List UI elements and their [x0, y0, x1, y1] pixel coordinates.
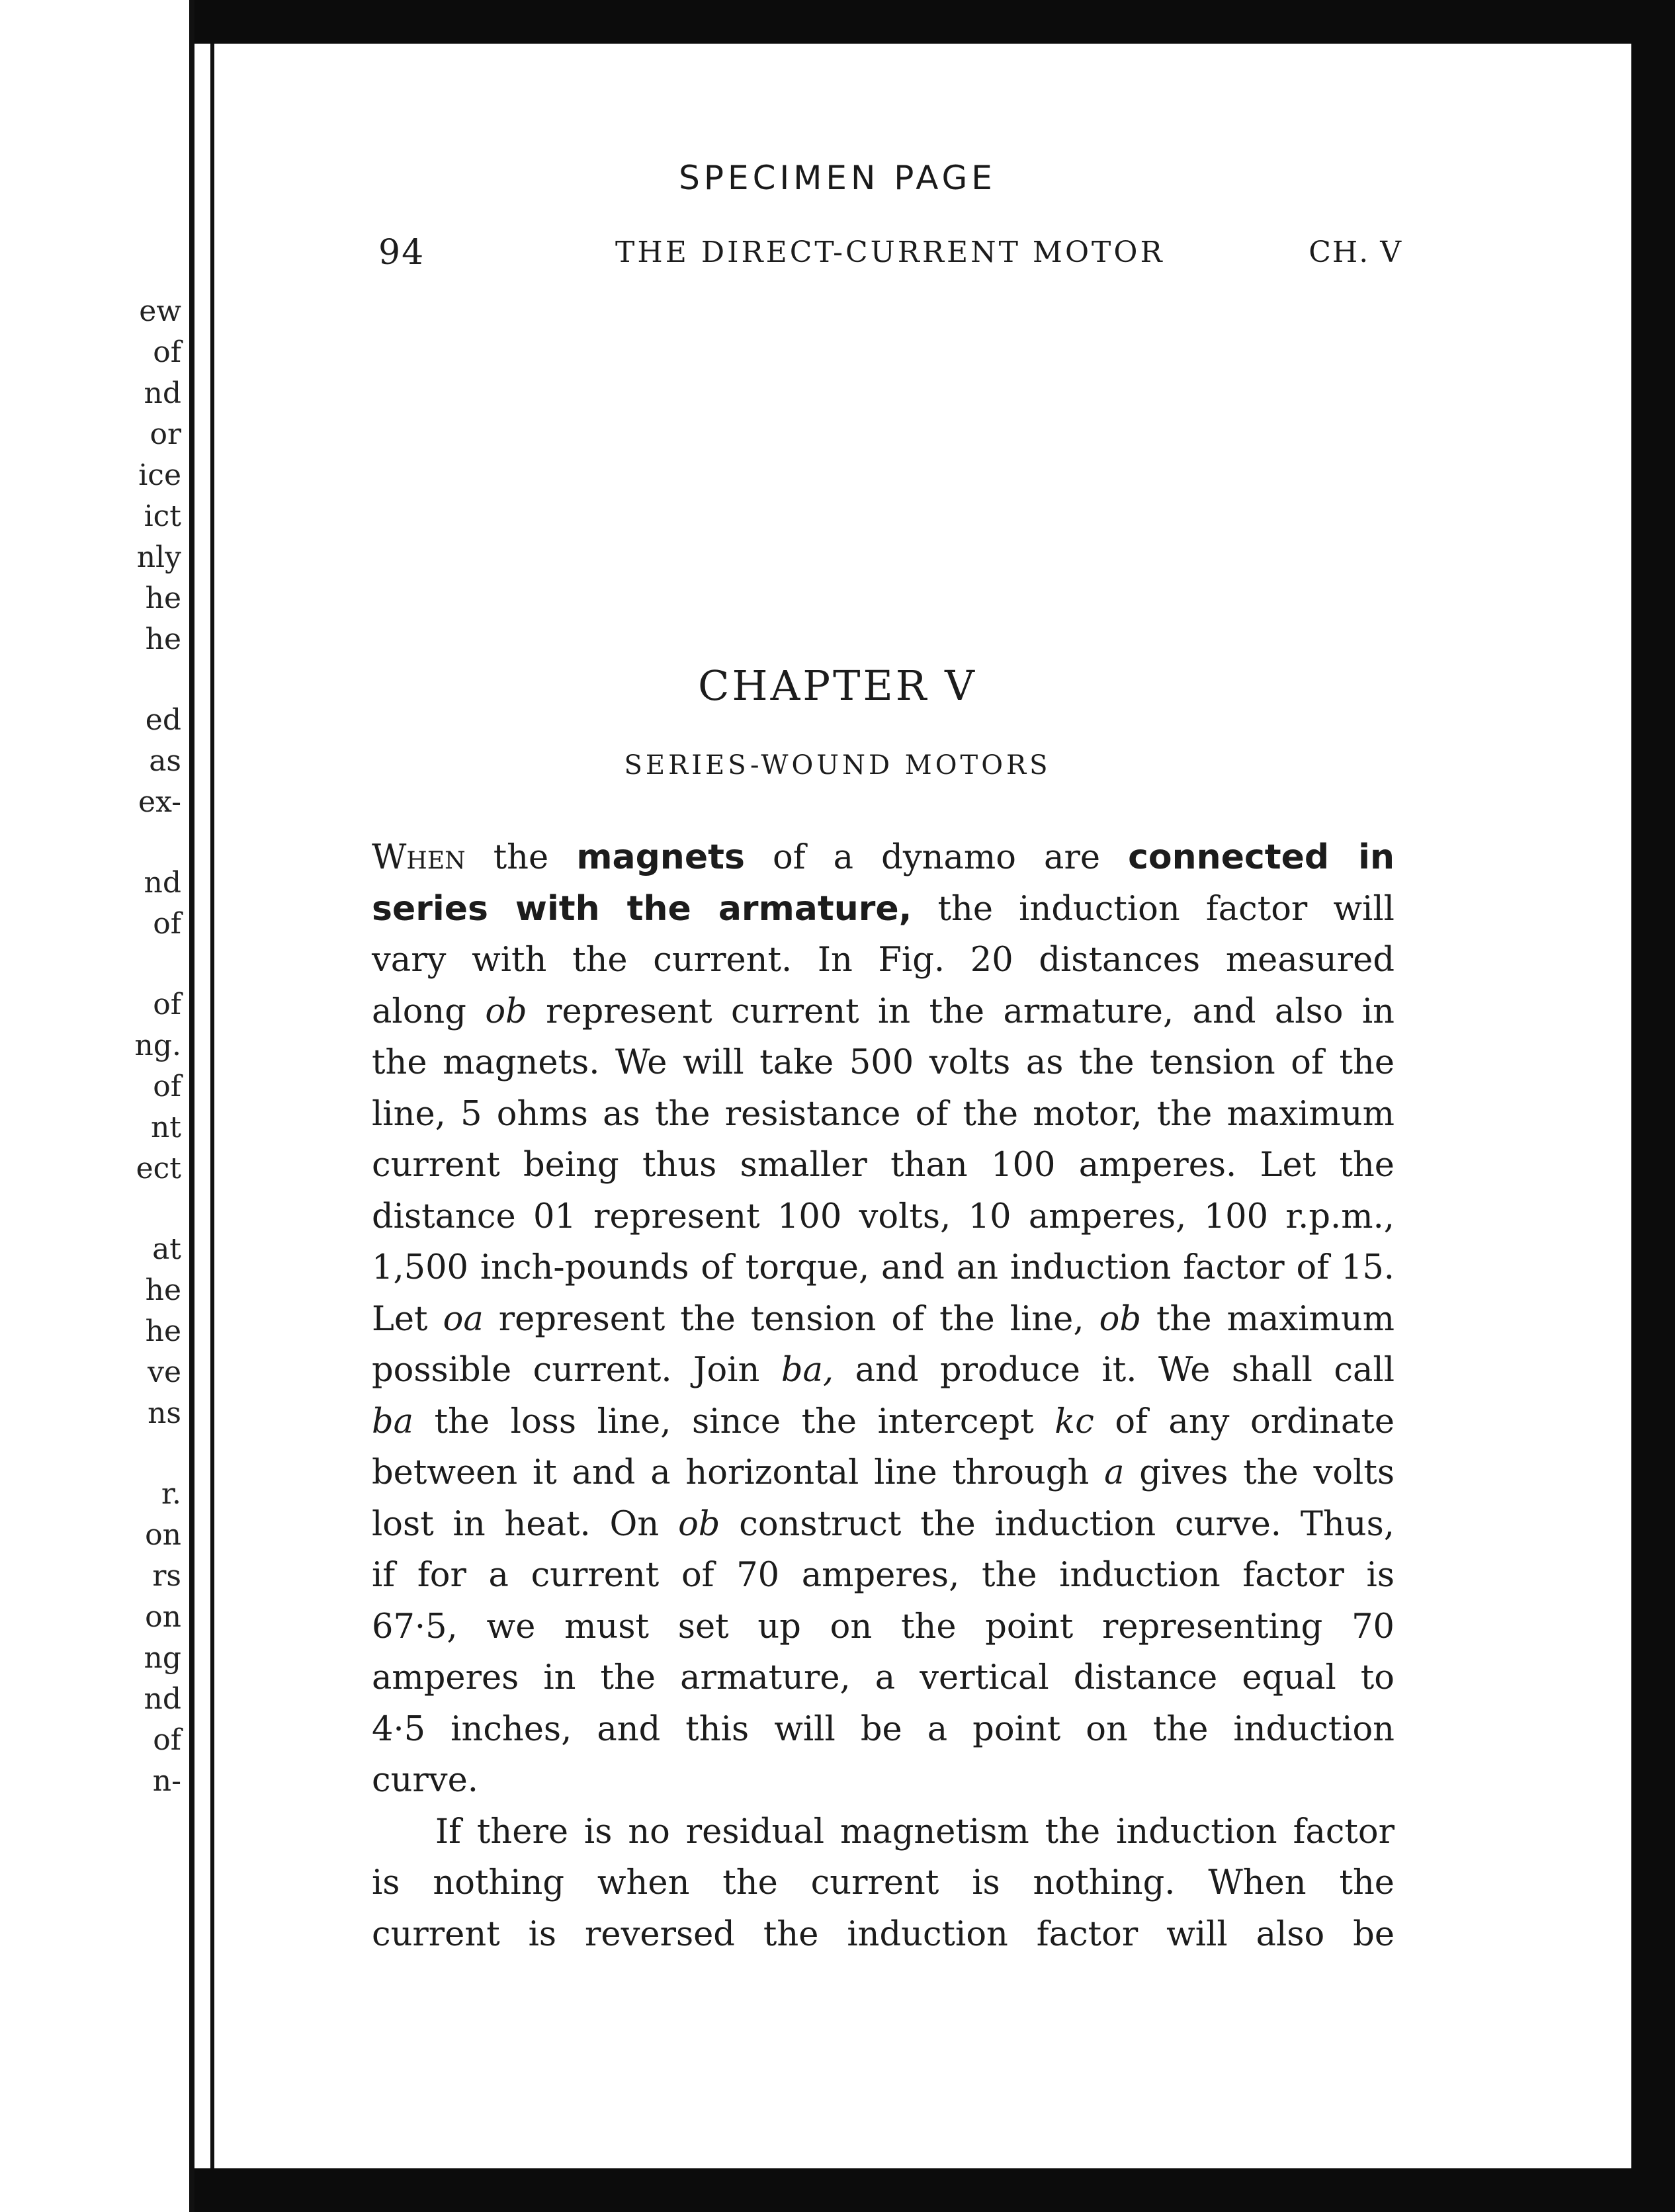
body-text [372, 832, 1395, 1960]
facing-page-fragment: he [145, 581, 181, 615]
text-line: 4·5 inches, and this will be a point on the induction [372, 1709, 1395, 1749]
facing-page-gap [135, 1434, 182, 1474]
lead-word: When [372, 838, 466, 877]
facing-page-fragment: or [150, 417, 181, 451]
page-number: 94 [378, 233, 425, 273]
facing-page-fragment: as [149, 744, 181, 778]
facing-page-fragment: of [153, 988, 181, 1021]
running-title: THE DIRECT-CURRENT MOTOR [615, 235, 1165, 269]
text-run: Let [372, 1299, 428, 1339]
facing-page-fragment: ed [145, 703, 181, 737]
facing-page-fragment: nd [144, 376, 181, 410]
text-run: gives the volts [1139, 1453, 1395, 1492]
text-line: current is reversed the induction factor will also be [372, 1914, 1395, 1954]
text-run: of a dynamo are [773, 838, 1101, 877]
text-line: curve. [372, 1761, 478, 1800]
text-line [372, 884, 1395, 935]
bold-term: series with the armature, [372, 888, 912, 929]
text-line [372, 1396, 1395, 1448]
facing-page-fragment: nd [144, 1682, 181, 1716]
text-run: the maximum [1156, 1299, 1395, 1339]
facing-page-strip [0, 0, 194, 2212]
text-run: lost in heat. On [372, 1504, 660, 1544]
facing-page-fragment: nd [144, 866, 181, 900]
text-line [372, 1294, 1395, 1345]
text-line [372, 1447, 1395, 1499]
facing-page-fragment: on [145, 1600, 181, 1634]
italic-symbol: ob [485, 992, 527, 1031]
bold-term: connected in [1128, 837, 1395, 877]
facing-page-fragment: he [145, 1314, 181, 1348]
italic-symbol: oa [443, 1299, 484, 1339]
specimen-label: SPECIMEN PAGE [679, 159, 996, 197]
facing-page-fragment: nt [150, 1111, 181, 1144]
text-line [372, 1499, 1395, 1551]
chapter-title: CHAPTER V [698, 661, 977, 710]
chapter-reference: CH. V [1309, 235, 1402, 269]
text-line [372, 986, 1395, 1038]
facing-page-fragment: of [153, 1070, 181, 1103]
text-run: between it and a horizontal line through [372, 1453, 1090, 1492]
facing-page-fragment: n- [152, 1764, 181, 1798]
facing-page-fragment: he [145, 1273, 181, 1307]
facing-page-fragment: ve [148, 1355, 181, 1389]
facing-page-fragment: at [152, 1232, 181, 1266]
text-line: 1,500 inch-pounds of torque, and an induction factor of 15. [372, 1248, 1395, 1287]
text-run: the induction factor will [937, 889, 1395, 929]
facing-page-fragment: on [145, 1518, 181, 1552]
text-line: distance 01 represent 100 volts, 10 amperes, 100 r.p.m., [372, 1197, 1395, 1236]
text-line: 67·5, we must set up on the point representing 70 [372, 1607, 1395, 1646]
facing-page-fragment: he [145, 622, 181, 656]
text-run: of any ordinate [1115, 1402, 1395, 1441]
facing-page-fragment: rs [152, 1559, 181, 1593]
text-run: construct the induction curve. Thus, [739, 1504, 1395, 1544]
facing-page-fragment: nly [136, 540, 181, 574]
paragraph-2 [372, 1807, 1395, 1961]
text-line: line, 5 ohms as the resistance of the motor, the maximum [372, 1094, 1395, 1134]
text-run: represent current in the armature, and also in [546, 992, 1395, 1031]
text-run: represent the tension of the line, [498, 1299, 1084, 1339]
italic-symbol: ob [678, 1504, 720, 1544]
facing-page-fragment: ng. [134, 1029, 181, 1062]
text-line: vary with the current. In Fig. 20 distances measured [372, 941, 1395, 980]
bold-term: magnets [576, 837, 745, 877]
text-run: possible current. Join [372, 1351, 760, 1390]
text-line [372, 832, 1395, 884]
paragraph-1 [372, 832, 1395, 1807]
italic-symbol: kc [1054, 1402, 1094, 1441]
facing-page-fragment: of [153, 907, 181, 941]
italic-symbol: ba, [781, 1351, 834, 1390]
text-line: amperes in the armature, a vertical distance equal to [372, 1658, 1395, 1697]
facing-page-fragment: ng [144, 1641, 181, 1675]
text-run: and produce it. We shall call [855, 1351, 1395, 1390]
text-line: the magnets. We will take 500 volts as the tension of the [372, 1043, 1395, 1082]
scan-border-top [0, 0, 1675, 44]
facing-page-fragment: of [153, 335, 181, 369]
scan-border-bottom [0, 2168, 1675, 2212]
scan-border-right [1627, 0, 1675, 2212]
text-run: the loss line, since the intercept [434, 1402, 1034, 1441]
italic-symbol: ob [1099, 1299, 1141, 1339]
text-line: if for a current of 70 amperes, the induction factor is [372, 1556, 1395, 1595]
facing-page-fragment: ect [136, 1152, 181, 1185]
running-head [370, 233, 1402, 279]
facing-page-fragment: ice [138, 458, 181, 492]
text-line: If there is no residual magnetism the induction factor [435, 1812, 1395, 1851]
text-run: the [493, 838, 549, 877]
facing-page-fragment: ict [144, 499, 181, 533]
facing-page-fragment: r. [161, 1477, 181, 1511]
text-line: current being thus smaller than 100 amperes. Let the [372, 1146, 1395, 1185]
text-line: is nothing when the current is nothing. When the [372, 1863, 1395, 1902]
text-run: along [372, 992, 466, 1031]
facing-page-fragment: of [153, 1723, 181, 1757]
italic-symbol: a [1104, 1453, 1125, 1492]
facing-page-fragment: ex- [138, 785, 181, 819]
text-line [372, 1345, 1395, 1396]
chapter-subtitle: SERIES-WOUND MOTORS [624, 750, 1051, 781]
facing-page-fragment: ew [139, 294, 181, 328]
italic-symbol: ba [372, 1402, 414, 1441]
facing-page-fragment: ns [148, 1396, 181, 1430]
